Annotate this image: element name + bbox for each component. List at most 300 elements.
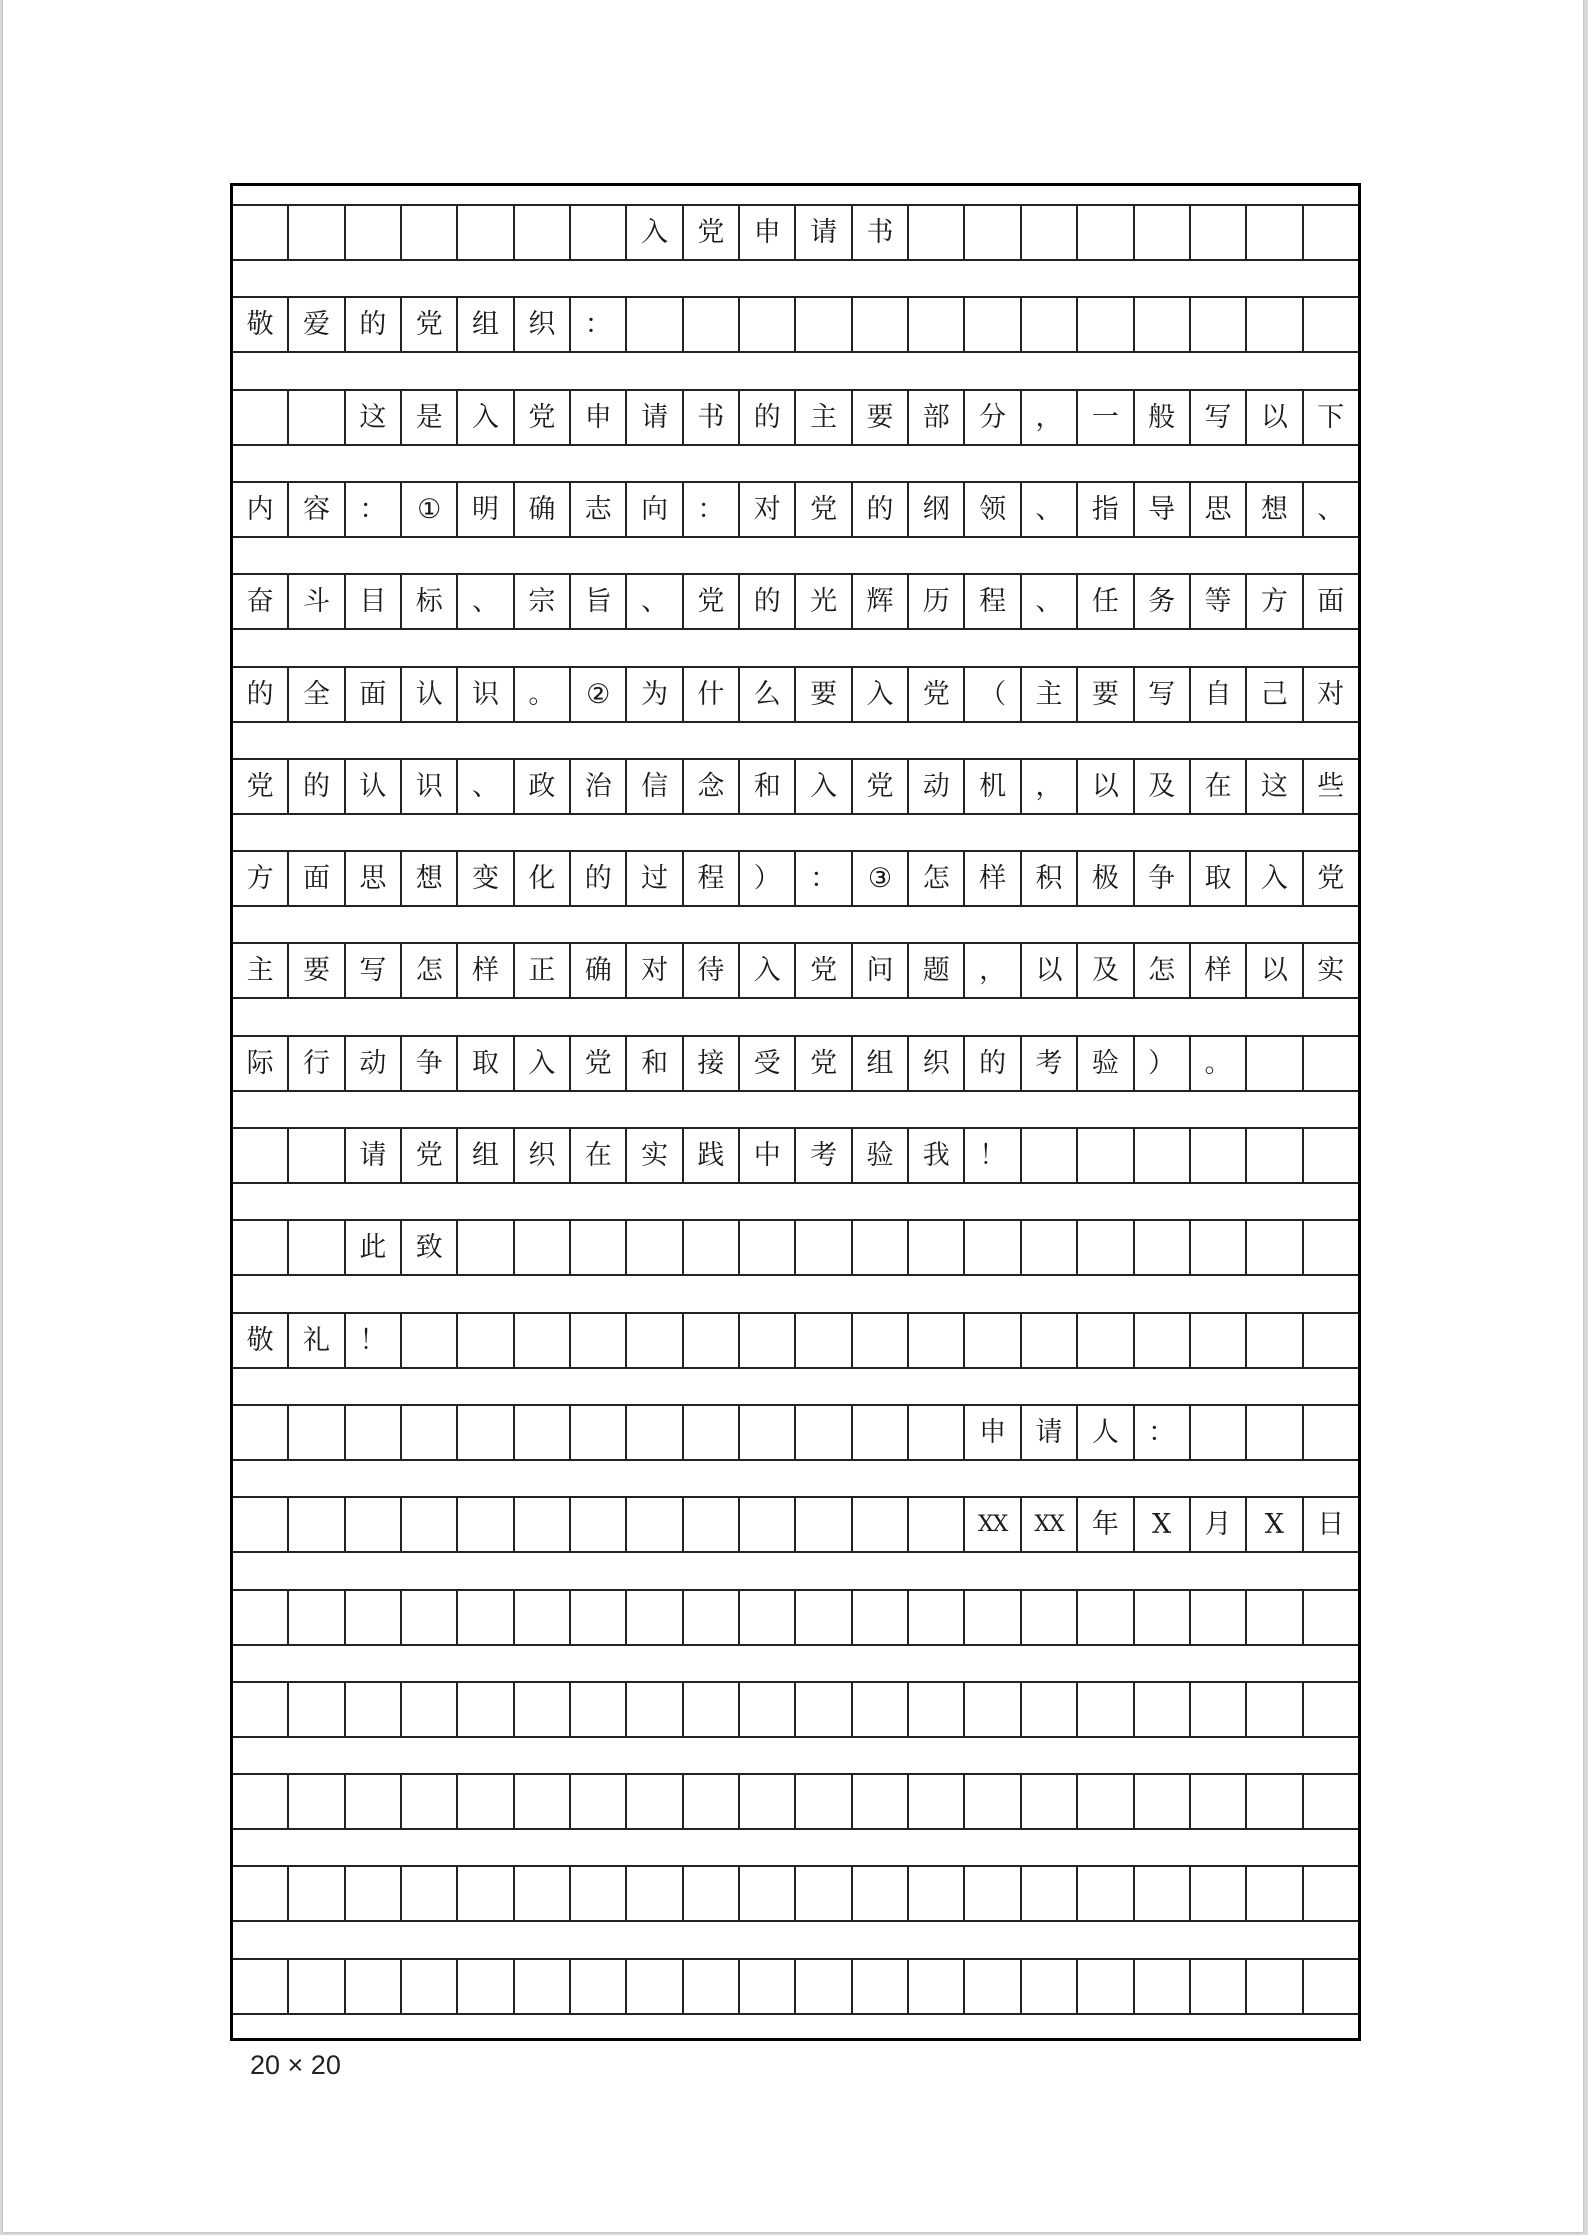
grid-cell: 样 bbox=[963, 852, 1019, 905]
grid-cell: 待 bbox=[682, 944, 738, 997]
grid-cell: 一 bbox=[1076, 391, 1132, 444]
grid-cell: XX bbox=[963, 1498, 1019, 1551]
grid-cell: 实 bbox=[625, 1129, 681, 1182]
grid-cell: 党 bbox=[851, 760, 907, 813]
grid-row bbox=[233, 1681, 1358, 1738]
grid-cell: ： bbox=[344, 483, 400, 536]
grid-cell: 积 bbox=[1020, 852, 1076, 905]
grid-cell bbox=[1189, 1960, 1245, 2013]
grid-cell: 争 bbox=[1133, 852, 1189, 905]
grid-cell bbox=[233, 1867, 287, 1920]
grid-cell: 问 bbox=[851, 944, 907, 997]
grid-cell: 明 bbox=[456, 483, 512, 536]
grid-cell: 中 bbox=[738, 1129, 794, 1182]
grid-cell: ： bbox=[682, 483, 738, 536]
grid-cell bbox=[1245, 1129, 1301, 1182]
grid-cell: 爱 bbox=[287, 298, 343, 351]
grid-cell: 要 bbox=[1076, 668, 1132, 721]
grid-cell: 入 bbox=[851, 668, 907, 721]
grid-cell bbox=[1302, 1037, 1358, 1090]
grid-cell bbox=[963, 1775, 1019, 1828]
grid-cell bbox=[569, 1498, 625, 1551]
grid-cell: 是 bbox=[400, 391, 456, 444]
grid-cell: 组 bbox=[456, 1129, 512, 1182]
grid-cell bbox=[794, 1867, 850, 1920]
grid-cell bbox=[344, 1406, 400, 1459]
grid-row bbox=[233, 1496, 1358, 1553]
grid-cell bbox=[1189, 1221, 1245, 1274]
grid-cell bbox=[1020, 1591, 1076, 1644]
grid-cell bbox=[1189, 1129, 1245, 1182]
grid-cell bbox=[233, 1683, 287, 1736]
grid-cell: 接 bbox=[682, 1037, 738, 1090]
grid-cell bbox=[738, 298, 794, 351]
grid-cell bbox=[907, 206, 963, 259]
grid-cell: 敬 bbox=[246, 309, 274, 341]
grid-row bbox=[233, 1035, 1358, 1092]
grid-cell bbox=[1076, 1867, 1132, 1920]
grid-cell bbox=[625, 1867, 681, 1920]
grid-cell: ： bbox=[794, 852, 850, 905]
grid-cell: ！ bbox=[963, 1129, 1019, 1182]
grid-cell bbox=[794, 1498, 850, 1551]
grid-cell: ， bbox=[963, 944, 1019, 997]
grid-cell bbox=[794, 1221, 850, 1274]
grid-cell bbox=[1189, 1683, 1245, 1736]
grid-cell bbox=[456, 1867, 512, 1920]
grid-cell bbox=[233, 1129, 287, 1182]
grid-cell: 对 bbox=[738, 483, 794, 536]
grid-cell: 考 bbox=[794, 1129, 850, 1182]
grid-cell: 动 bbox=[907, 760, 963, 813]
grid-cell bbox=[963, 1683, 1019, 1736]
grid-cell: 致 bbox=[400, 1221, 456, 1274]
grid-cell bbox=[794, 1683, 850, 1736]
grid-cell bbox=[1302, 1683, 1358, 1736]
grid-cell: 方 bbox=[1245, 575, 1301, 628]
grid-cell: X bbox=[1133, 1498, 1189, 1551]
grid-cell bbox=[625, 1775, 681, 1828]
grid-cell bbox=[1245, 1406, 1301, 1459]
grid-cell bbox=[513, 1683, 569, 1736]
grid-cell: 党 bbox=[400, 298, 456, 351]
grid-cell bbox=[287, 1867, 343, 1920]
grid-cell: 斗 bbox=[287, 575, 343, 628]
grid-cell bbox=[1189, 1591, 1245, 1644]
grid-row bbox=[233, 573, 1358, 630]
grid-cell bbox=[738, 1406, 794, 1459]
grid-row bbox=[233, 1865, 1358, 1922]
grid-cell bbox=[1076, 1314, 1132, 1367]
grid-cell bbox=[1020, 1314, 1076, 1367]
grid-cell: 分 bbox=[963, 391, 1019, 444]
grid-cell: 全 bbox=[287, 668, 343, 721]
grid-cell bbox=[1189, 298, 1245, 351]
grid-cell bbox=[794, 298, 850, 351]
grid-cell bbox=[907, 298, 963, 351]
grid-cell bbox=[287, 1498, 343, 1551]
grid-cell bbox=[1076, 1960, 1132, 2013]
grid-cell: 党 bbox=[794, 1037, 850, 1090]
grid-cell bbox=[456, 206, 512, 259]
grid-cell: 什 bbox=[682, 668, 738, 721]
grid-cell: 主 bbox=[246, 955, 274, 987]
grid-cell: 请 bbox=[794, 206, 850, 259]
grid-row bbox=[233, 850, 1358, 907]
grid-cell bbox=[569, 1960, 625, 2013]
grid-cell: ： bbox=[569, 298, 625, 351]
grid-cell: 确 bbox=[513, 483, 569, 536]
grid-cell bbox=[1302, 1591, 1358, 1644]
grid-cell: 面 bbox=[287, 852, 343, 905]
document-page bbox=[3, 0, 1583, 2232]
grid-cell: 指 bbox=[1076, 483, 1132, 536]
grid-row bbox=[233, 1219, 1358, 1276]
grid-cell bbox=[851, 298, 907, 351]
grid-cell: 辉 bbox=[851, 575, 907, 628]
grid-cell: 月 bbox=[1189, 1498, 1245, 1551]
grid-cell bbox=[569, 1221, 625, 1274]
grid-cell: 样 bbox=[456, 944, 512, 997]
grid-cell: 宗 bbox=[513, 575, 569, 628]
grid-cell: 请 bbox=[625, 391, 681, 444]
grid-cell bbox=[738, 1314, 794, 1367]
grid-cell bbox=[287, 1960, 343, 2013]
grid-cell: ③ bbox=[851, 852, 907, 905]
grid-cell: 思 bbox=[344, 852, 400, 905]
grid-cell bbox=[344, 206, 400, 259]
grid-cell bbox=[400, 1683, 456, 1736]
grid-cell: 极 bbox=[1076, 852, 1132, 905]
grid-cell: 念 bbox=[682, 760, 738, 813]
grid-cell: 践 bbox=[682, 1129, 738, 1182]
grid-cell bbox=[1076, 1221, 1132, 1274]
grid-cell: 党 bbox=[907, 668, 963, 721]
grid-cell: 对 bbox=[625, 944, 681, 997]
grid-cell: 识 bbox=[400, 760, 456, 813]
grid-row bbox=[233, 666, 1358, 723]
grid-cell: （ bbox=[963, 668, 1019, 721]
grid-cell bbox=[513, 1221, 569, 1274]
grid-cell: 组 bbox=[456, 298, 512, 351]
grid-cell bbox=[287, 1683, 343, 1736]
grid-cell: 光 bbox=[794, 575, 850, 628]
grid-row bbox=[233, 389, 1358, 446]
manuscript-grid bbox=[230, 183, 1361, 2041]
grid-cell bbox=[738, 1591, 794, 1644]
grid-row bbox=[233, 1958, 1358, 2015]
grid-cell bbox=[1189, 1867, 1245, 1920]
grid-cell bbox=[1189, 1314, 1245, 1367]
grid-cell bbox=[1189, 206, 1245, 259]
grid-cell: 样 bbox=[1189, 944, 1245, 997]
grid-cell: 这 bbox=[344, 391, 400, 444]
grid-cell bbox=[400, 1314, 456, 1367]
grid-cell bbox=[1302, 1867, 1358, 1920]
grid-cell bbox=[1076, 1129, 1132, 1182]
grid-cell bbox=[682, 1775, 738, 1828]
grid-cell: 的 bbox=[851, 483, 907, 536]
grid-cell bbox=[233, 1960, 287, 2013]
grid-cell bbox=[1245, 298, 1301, 351]
grid-row bbox=[233, 1589, 1358, 1646]
grid-cell bbox=[400, 1591, 456, 1644]
grid-cell bbox=[513, 1775, 569, 1828]
grid-cell: 题 bbox=[907, 944, 963, 997]
grid-cell: 正 bbox=[513, 944, 569, 997]
grid-cell: 党 bbox=[682, 575, 738, 628]
grid-cell: 党 bbox=[794, 944, 850, 997]
grid-cell: 我 bbox=[907, 1129, 963, 1182]
grid-cell: 及 bbox=[1133, 760, 1189, 813]
grid-cell bbox=[1245, 1867, 1301, 1920]
grid-cell: 向 bbox=[625, 483, 681, 536]
grid-cell bbox=[1133, 1867, 1189, 1920]
grid-cell bbox=[513, 1591, 569, 1644]
grid-cell: 般 bbox=[1133, 391, 1189, 444]
grid-cell bbox=[1245, 1037, 1301, 1090]
grid-cell bbox=[344, 1867, 400, 1920]
grid-cell bbox=[907, 1314, 963, 1367]
grid-cell bbox=[1076, 1775, 1132, 1828]
grid-cell: 党 bbox=[682, 206, 738, 259]
grid-cell bbox=[456, 1775, 512, 1828]
grid-cell: 化 bbox=[513, 852, 569, 905]
grid-cell: 、 bbox=[456, 760, 512, 813]
grid-cell bbox=[625, 1406, 681, 1459]
grid-cell bbox=[851, 1591, 907, 1644]
grid-row bbox=[233, 942, 1358, 999]
grid-row bbox=[233, 1773, 1358, 1830]
grid-cell bbox=[344, 1498, 400, 1551]
grid-cell: 行 bbox=[287, 1037, 343, 1090]
grid-cell bbox=[794, 1406, 850, 1459]
grid-cell bbox=[794, 1591, 850, 1644]
grid-row bbox=[233, 758, 1358, 815]
grid-cell: 的 bbox=[738, 391, 794, 444]
grid-cell: 和 bbox=[738, 760, 794, 813]
grid-cell: 方 bbox=[246, 863, 274, 895]
grid-cell bbox=[682, 1314, 738, 1367]
grid-cell: 识 bbox=[456, 668, 512, 721]
grid-cell: 想 bbox=[1245, 483, 1301, 536]
grid-cell bbox=[1245, 1683, 1301, 1736]
grid-cell bbox=[287, 1406, 343, 1459]
grid-cell bbox=[456, 1406, 512, 1459]
grid-cell: ， bbox=[1020, 391, 1076, 444]
grid-cell: 的 bbox=[738, 575, 794, 628]
grid-cell bbox=[1245, 1775, 1301, 1828]
grid-cell bbox=[1020, 1775, 1076, 1828]
grid-cell: 内 bbox=[246, 493, 274, 525]
grid-cell bbox=[625, 1221, 681, 1274]
grid-cell bbox=[513, 1960, 569, 2013]
grid-cell bbox=[233, 1221, 287, 1274]
grid-cell bbox=[1133, 1591, 1189, 1644]
grid-cell: 敬 bbox=[246, 1324, 274, 1356]
grid-cell: 容 bbox=[287, 483, 343, 536]
grid-cell bbox=[963, 1960, 1019, 2013]
grid-cell: 以 bbox=[1245, 944, 1301, 997]
grid-cell bbox=[569, 1867, 625, 1920]
grid-cell: 日 bbox=[1302, 1498, 1358, 1551]
grid-cell: 党 bbox=[1302, 852, 1358, 905]
grid-cell: 导 bbox=[1133, 483, 1189, 536]
grid-cell bbox=[1245, 206, 1301, 259]
grid-cell: 在 bbox=[569, 1129, 625, 1182]
grid-cell: 程 bbox=[963, 575, 1019, 628]
grid-cell bbox=[233, 1498, 287, 1551]
grid-cell: 书 bbox=[851, 206, 907, 259]
grid-cell bbox=[1245, 1960, 1301, 2013]
grid-cell: 党 bbox=[513, 391, 569, 444]
grid-cell bbox=[907, 1867, 963, 1920]
grid-cell bbox=[1020, 1867, 1076, 1920]
grid-cell bbox=[1133, 1683, 1189, 1736]
grid-cell: 的 bbox=[287, 760, 343, 813]
grid-cell bbox=[625, 1498, 681, 1551]
grid-cell bbox=[738, 1960, 794, 2013]
grid-cell: 务 bbox=[1133, 575, 1189, 628]
grid-cell: 取 bbox=[1189, 852, 1245, 905]
grid-cell bbox=[400, 1960, 456, 2013]
grid-cell: 自 bbox=[1189, 668, 1245, 721]
grid-cell: XX bbox=[1020, 1498, 1076, 1551]
grid-cell bbox=[625, 1960, 681, 2013]
grid-cell: 对 bbox=[1302, 668, 1358, 721]
grid-cell: 写 bbox=[344, 944, 400, 997]
grid-cell: 的 bbox=[963, 1037, 1019, 1090]
grid-cell: 写 bbox=[1189, 391, 1245, 444]
grid-cell: 织 bbox=[513, 298, 569, 351]
grid-cell: 、 bbox=[456, 575, 512, 628]
grid-cell: 面 bbox=[1302, 575, 1358, 628]
grid-cell bbox=[456, 1683, 512, 1736]
grid-cell: 部 bbox=[907, 391, 963, 444]
grid-cell bbox=[682, 1221, 738, 1274]
grid-cell bbox=[851, 1867, 907, 1920]
grid-cell: 么 bbox=[738, 668, 794, 721]
grid-cell bbox=[569, 206, 625, 259]
grid-cell: 纲 bbox=[907, 483, 963, 536]
grid-cell: 。 bbox=[1189, 1037, 1245, 1090]
grid-cell bbox=[851, 1960, 907, 2013]
grid-cell: X bbox=[1245, 1498, 1301, 1551]
grid-cell bbox=[1302, 1221, 1358, 1274]
grid-cell: 在 bbox=[1189, 760, 1245, 813]
grid-cell: 怎 bbox=[400, 944, 456, 997]
grid-cell bbox=[907, 1683, 963, 1736]
grid-cell bbox=[1020, 298, 1076, 351]
grid-cell bbox=[569, 1591, 625, 1644]
grid-cell bbox=[513, 206, 569, 259]
grid-cell bbox=[1020, 1221, 1076, 1274]
grid-cell bbox=[851, 1406, 907, 1459]
grid-cell bbox=[1133, 1960, 1189, 2013]
grid-cell bbox=[682, 1406, 738, 1459]
grid-cell bbox=[1302, 1406, 1358, 1459]
grid-cell: 主 bbox=[1020, 668, 1076, 721]
grid-cell bbox=[1302, 1960, 1358, 2013]
grid-cell: 申 bbox=[738, 206, 794, 259]
grid-cell: ① bbox=[400, 483, 456, 536]
grid-cell: 请 bbox=[1020, 1406, 1076, 1459]
grid-cell bbox=[287, 1591, 343, 1644]
grid-cell bbox=[1133, 1221, 1189, 1274]
grid-cell bbox=[287, 1221, 343, 1274]
grid-cell: 争 bbox=[400, 1037, 456, 1090]
grid-cell: 党 bbox=[246, 770, 274, 802]
grid-cell bbox=[456, 1314, 512, 1367]
grid-cell: 此 bbox=[344, 1221, 400, 1274]
grid-cell bbox=[1245, 1591, 1301, 1644]
grid-cell bbox=[963, 1591, 1019, 1644]
grid-cell bbox=[851, 1498, 907, 1551]
grid-cell bbox=[569, 1314, 625, 1367]
grid-cell bbox=[344, 1960, 400, 2013]
grid-cell: 请 bbox=[344, 1129, 400, 1182]
grid-cell bbox=[963, 1867, 1019, 1920]
grid-cell bbox=[233, 391, 287, 444]
grid-cell bbox=[794, 1314, 850, 1367]
grid-row bbox=[233, 1127, 1358, 1184]
grid-cell bbox=[1020, 1683, 1076, 1736]
grid-cell: 想 bbox=[400, 852, 456, 905]
grid-cell: 的 bbox=[569, 852, 625, 905]
grid-cell: 下 bbox=[1302, 391, 1358, 444]
grid-cell: 任 bbox=[1076, 575, 1132, 628]
grid-cell bbox=[1020, 1960, 1076, 2013]
grid-cell: 过 bbox=[625, 852, 681, 905]
grid-cell: 己 bbox=[1245, 668, 1301, 721]
grid-cell bbox=[400, 1775, 456, 1828]
grid-cell bbox=[1302, 1129, 1358, 1182]
grid-cell: 怎 bbox=[907, 852, 963, 905]
grid-cell: 等 bbox=[1189, 575, 1245, 628]
grid-cell: 的 bbox=[344, 298, 400, 351]
grid-cell: 验 bbox=[851, 1129, 907, 1182]
grid-cell bbox=[233, 206, 287, 259]
grid-cell bbox=[682, 1867, 738, 1920]
grid-cell bbox=[1302, 206, 1358, 259]
grid-cell: 些 bbox=[1302, 760, 1358, 813]
grid-cell: 以 bbox=[1245, 391, 1301, 444]
grid-cell bbox=[569, 1775, 625, 1828]
grid-cell: 目 bbox=[344, 575, 400, 628]
grid-cell bbox=[287, 206, 343, 259]
grid-cell bbox=[1189, 1406, 1245, 1459]
grid-cell bbox=[1245, 1314, 1301, 1367]
grid-cell bbox=[1020, 1129, 1076, 1182]
grid-cell: 的 bbox=[246, 678, 274, 710]
grid-cell bbox=[287, 391, 343, 444]
grid-cell: 实 bbox=[1302, 944, 1358, 997]
grid-cell bbox=[400, 1867, 456, 1920]
grid-cell bbox=[625, 298, 681, 351]
grid-cell bbox=[513, 1314, 569, 1367]
grid-cell: 入 bbox=[1245, 852, 1301, 905]
grid-cell: 书 bbox=[682, 391, 738, 444]
grid-cell: 以 bbox=[1076, 760, 1132, 813]
grid-cell: 要 bbox=[794, 668, 850, 721]
grid-cell: 党 bbox=[569, 1037, 625, 1090]
grid-cell bbox=[963, 206, 1019, 259]
grid-cell: 申 bbox=[569, 391, 625, 444]
grid-cell: 志 bbox=[569, 483, 625, 536]
grid-cell: 、 bbox=[1302, 483, 1358, 536]
grid-cell: ， bbox=[1020, 760, 1076, 813]
grid-cell: 认 bbox=[344, 760, 400, 813]
